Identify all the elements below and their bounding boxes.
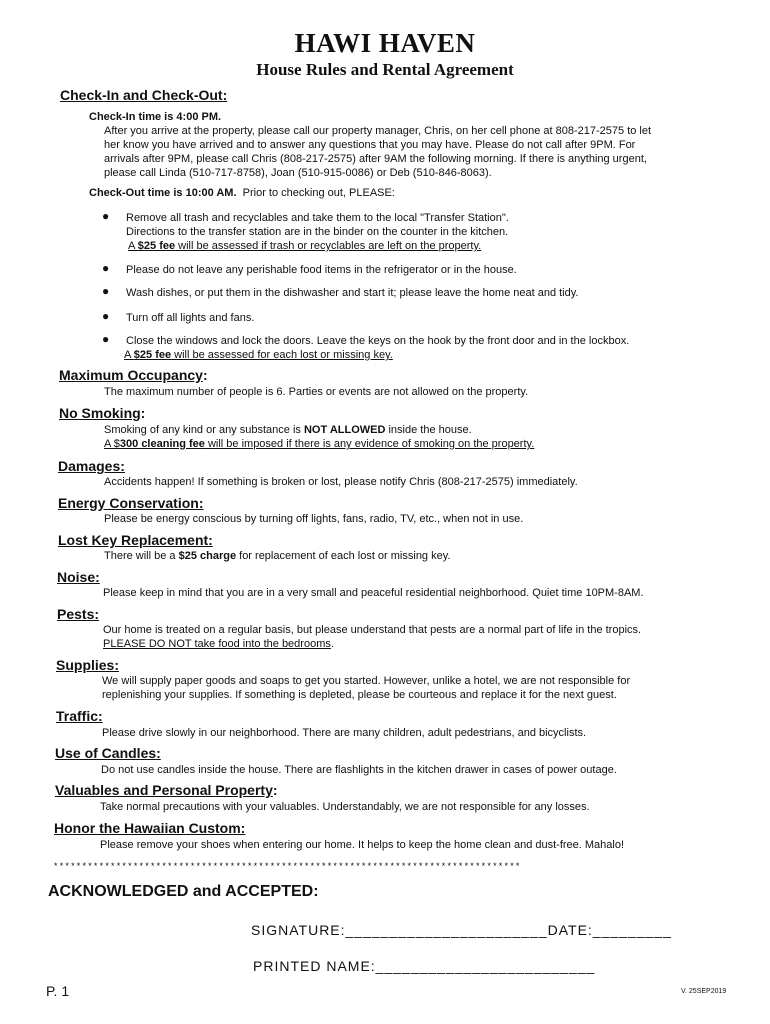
bullet-marker: ●: [102, 332, 110, 346]
key-fee-note: A $25 fee will be assessed for each lost or missing key.: [124, 349, 393, 361]
section-heading-candles: Use of Candles:: [55, 745, 161, 761]
pests-text-1: Our home is treated on a regular basis, but please understand that pests are a normal part of life in the tropics.: [103, 624, 642, 636]
printed-name-field[interactable]: PRINTED NAME:_________________________: [253, 958, 596, 974]
checkin-line-3: arrivals after 9PM, please call Chris (808-217-2575) after 9AM the following morning. If there is anything urgent,: [104, 153, 647, 165]
candles-text: Do not use candles inside the house. There are flashlights in the kitchen drawer in cases of power outage.: [101, 764, 617, 776]
supplies-text-2: replenishing your supplies. If something is depleted, please be courteous and replace it for the next guest.: [102, 689, 617, 701]
document-title: HAWI HAVEN: [294, 28, 476, 58]
checkout-item-dishes: Wash dishes, or put them in the dishwasher and start it; please leave the home neat and tidy.: [126, 287, 579, 299]
separator-line: **********************************************************************************: [54, 861, 522, 871]
section-heading-custom: Honor the Hawaiian Custom:: [54, 820, 246, 836]
checkout-item-lights: Turn off all lights and fans.: [126, 312, 255, 324]
bullet-marker: ●: [102, 284, 110, 298]
energy-text: Please be energy conscious by turning off lights, fans, radio, TV, etc., when not in use.: [104, 513, 524, 525]
signature-date-field[interactable]: SIGNATURE:_______________________DATE:_________: [251, 922, 672, 938]
checkout-item-trash: Remove all trash and recyclables and take them to the local "Transfer Station".: [126, 212, 509, 224]
checkin-time: Check-In time is 4:00 PM.: [89, 111, 222, 123]
trash-fee-note: A $25 fee will be assessed if trash or recyclables are left on the property.: [128, 240, 482, 252]
bullet-marker: ●: [102, 261, 110, 275]
supplies-text-1: We will supply paper goods and soaps to get you started. However, unlike a hotel, we are not responsible for: [102, 675, 631, 687]
section-heading-lostkey: Lost Key Replacement:: [58, 532, 213, 548]
bullet-marker: ●: [102, 209, 110, 223]
page-number: P. 1: [46, 983, 70, 999]
pests-text-2: PLEASE DO NOT take food into the bedrooms.: [103, 638, 334, 650]
section-heading-damages: Damages:: [58, 458, 125, 474]
checkout-item-food: Please do not leave any perishable food items in the refrigerator or in the house.: [126, 264, 517, 276]
section-heading-pests: Pests:: [57, 606, 100, 622]
section-heading-smoking: No Smoking:: [59, 405, 146, 421]
acknowledged-heading: ACKNOWLEDGED and ACCEPTED:: [48, 883, 319, 900]
document-subtitle: House Rules and Rental Agreement: [256, 60, 514, 79]
damages-text: Accidents happen! If something is broken or lost, please notify Chris (808-217-2575) immediately.: [104, 476, 578, 488]
valuables-text: Take normal precautions with your valuables. Understandably, we are not responsible for any losses.: [100, 801, 590, 813]
section-heading-valuables: Valuables and Personal Property:: [55, 782, 278, 798]
traffic-text: Please drive slowly in our neighborhood. There are many children, adult pedestrians, and bicyclists.: [102, 727, 587, 739]
version-label: V. 25SEP2019: [681, 988, 727, 995]
section-heading-noise: Noise:: [57, 569, 100, 585]
checkout-item-trash-directions: Directions to the transfer station are in the binder on the counter in the kitchen.: [126, 226, 509, 238]
section-heading-energy: Energy Conservation:: [58, 495, 204, 511]
lostkey-text: There will be a $25 charge for replacement of each lost or missing key.: [104, 550, 451, 562]
custom-text: Please remove your shoes when entering our home. It helps to keep the home clean and dust-free. Mahalo!: [100, 839, 625, 851]
section-heading-supplies: Supplies:: [56, 657, 120, 673]
smoking-fee-note: A $300 cleaning fee will be imposed if there is any evidence of smoking on the property.: [104, 438, 535, 450]
noise-text: Please keep in mind that you are in a very small and peaceful residential neighborhood. Quiet time 10PM-8AM.: [103, 587, 644, 599]
occupancy-text: The maximum number of people is 6. Parties or events are not allowed on the property.: [104, 386, 529, 398]
checkout-time-line: Check-Out time is 10:00 AM. Prior to checking out, PLEASE:: [89, 187, 395, 199]
checkout-item-lock: Close the windows and lock the doors. Leave the keys on the hook by the front door and in the lockbox.: [126, 335, 630, 347]
section-heading-checkin: Check-In and Check-Out:: [60, 87, 228, 103]
checkin-line-4: please call Linda (510-717-8758), Joan (510-915-0086) or Deb (510-846-8063).: [104, 167, 492, 179]
bullet-marker: ●: [102, 309, 110, 323]
checkin-line-1: After you arrive at the property, please call our property manager, Chris, on her cell phone at 808-217-2575 to let: [104, 125, 652, 137]
section-heading-traffic: Traffic:: [56, 708, 103, 724]
section-heading-occupancy: Maximum Occupancy:: [59, 367, 208, 383]
checkin-line-2: her know you have arrived and to answer any questions that you may have. Please do not call after 9PM. For: [104, 139, 636, 151]
smoking-text: Smoking of any kind or any substance is NOT ALLOWED inside the house.: [104, 424, 472, 436]
